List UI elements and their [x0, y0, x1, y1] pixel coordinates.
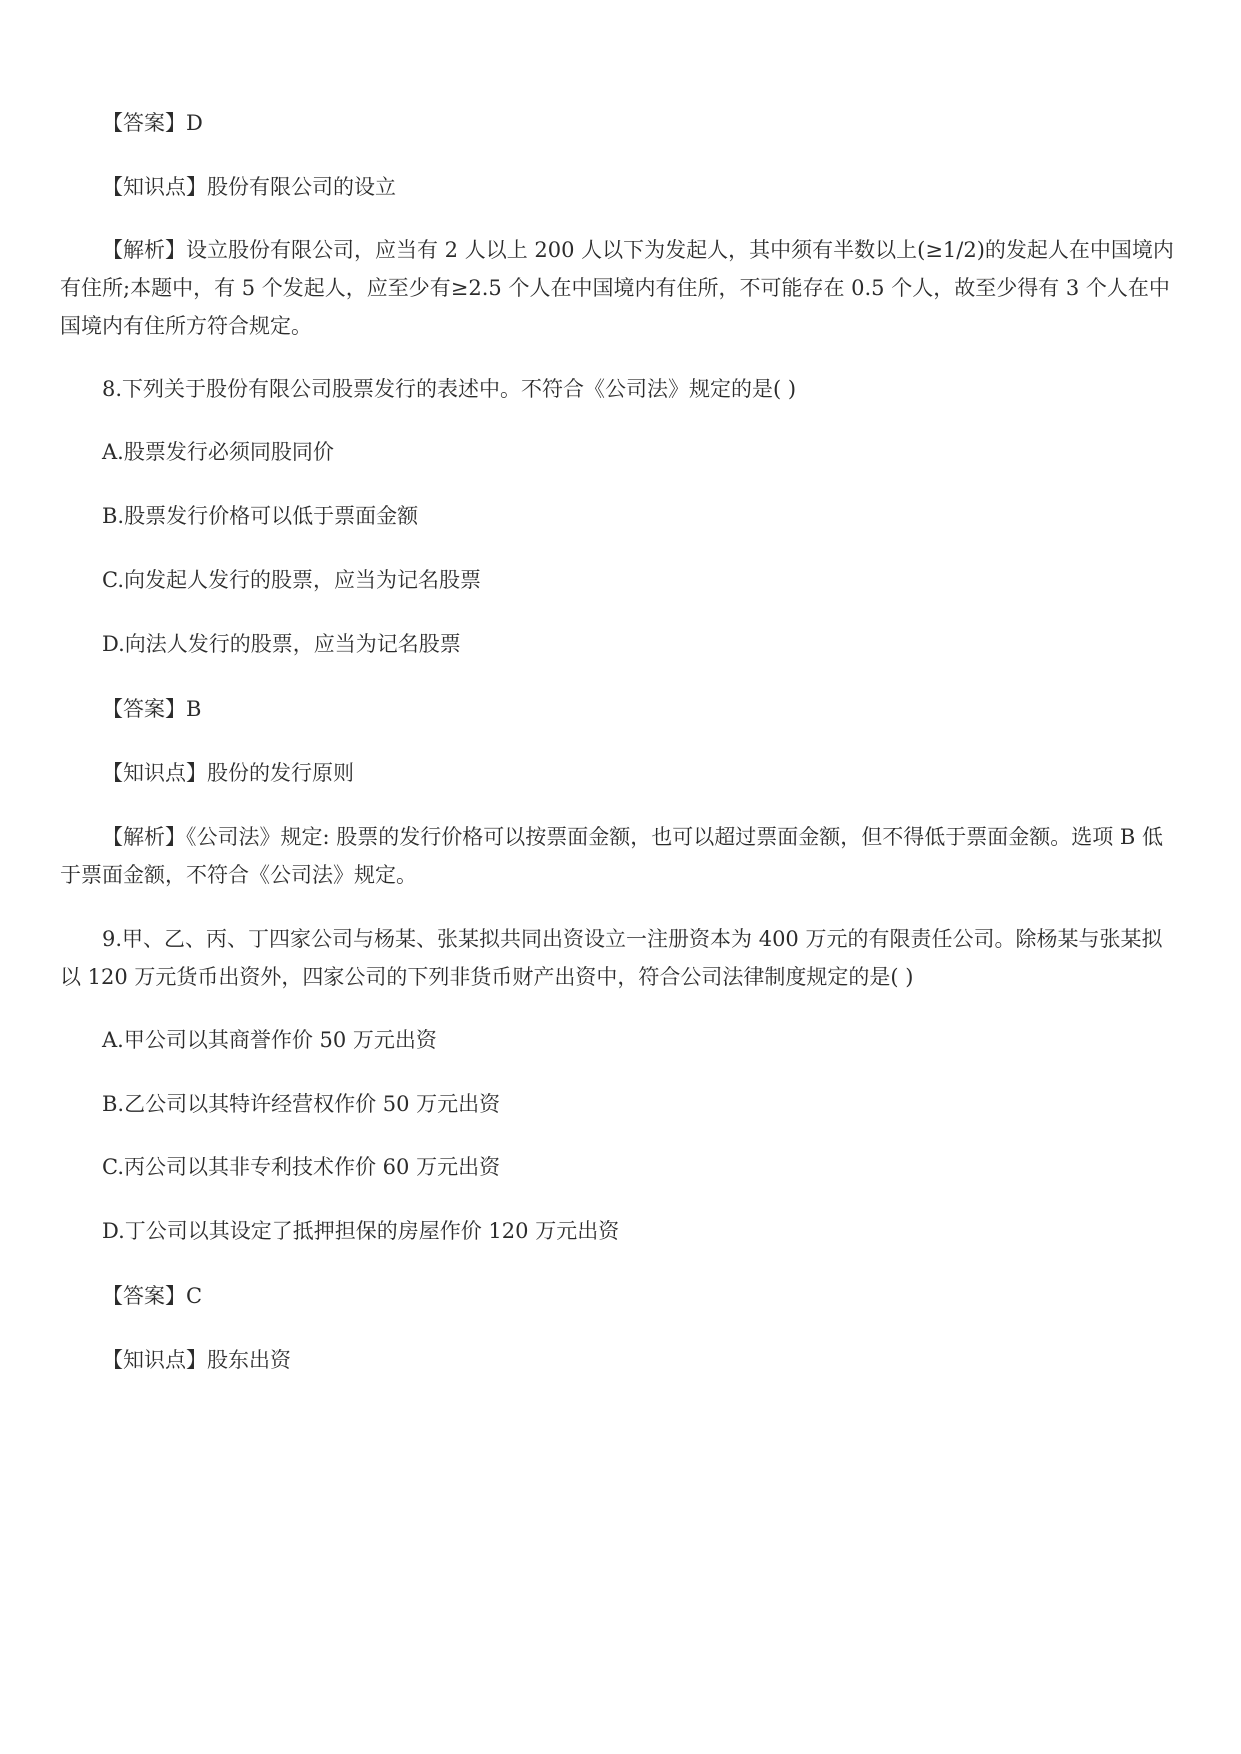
explanation-paragraph: 【解析】设立股份有限公司，应当有 2 人以上 200 人以下为发起人，其中须有半数以上(≥1/2)的发起人在中国境内有住所;本题中，有 5 个发起人，应至少有≥2.5 个人在中国境内有住所，不可能存在 0.5 个人，故至少得有 3 个人在中国境内有住所方符合规定。: [60, 238, 1174, 338]
knowledge-point-line: 【知识点】股份的发行原则: [102, 761, 354, 785]
knowledge-point-line: 【知识点】股份有限公司的设立: [102, 175, 396, 199]
question-9-stem: 9.甲、乙、丙、丁四家公司与杨某、张某拟共同出资设立一注册资本为 400 万元的有限责任公司。除杨某与张某拟以 120 万元货币出资外，四家公司的下列非货币财产出资中，符合公司法律制度规定的是( ): [60, 927, 1163, 989]
question-8-stem: 8.下列关于股份有限公司股票发行的表述中。不符合《公司法》规定的是( ): [102, 377, 797, 401]
answer-line: 【答案】B: [102, 697, 202, 721]
question-8-option-c: C.向发起人发行的股票，应当为记名股票: [102, 568, 481, 592]
question-8-option-a: A.股票发行必须同股同价: [102, 440, 334, 464]
knowledge-point-line: 【知识点】股东出资: [102, 1348, 291, 1372]
question-9-option-b: B.乙公司以其特许经营权作价 50 万元出资: [102, 1092, 501, 1116]
question-8-option-b: B.股票发行价格可以低于票面金额: [102, 504, 419, 528]
question-9-option-a: A.甲公司以其商誉作价 50 万元出资: [102, 1028, 437, 1052]
answer-line: 【答案】C: [102, 1284, 203, 1308]
question-9-option-d: D.丁公司以其设定了抵押担保的房屋作价 120 万元出资: [102, 1219, 620, 1243]
question-8-option-d: D.向法人发行的股票，应当为记名股票: [102, 632, 461, 656]
explanation-paragraph: 【解析】《公司法》规定: 股票的发行价格可以按票面金额，也可以超过票面金额，但不得低于票面金额。选项 B 低于票面金额，不符合《公司法》规定。: [60, 825, 1164, 887]
answer-line: 【答案】D: [102, 111, 203, 135]
question-9-option-c: C.丙公司以其非专利技术作价 60 万元出资: [102, 1155, 501, 1179]
